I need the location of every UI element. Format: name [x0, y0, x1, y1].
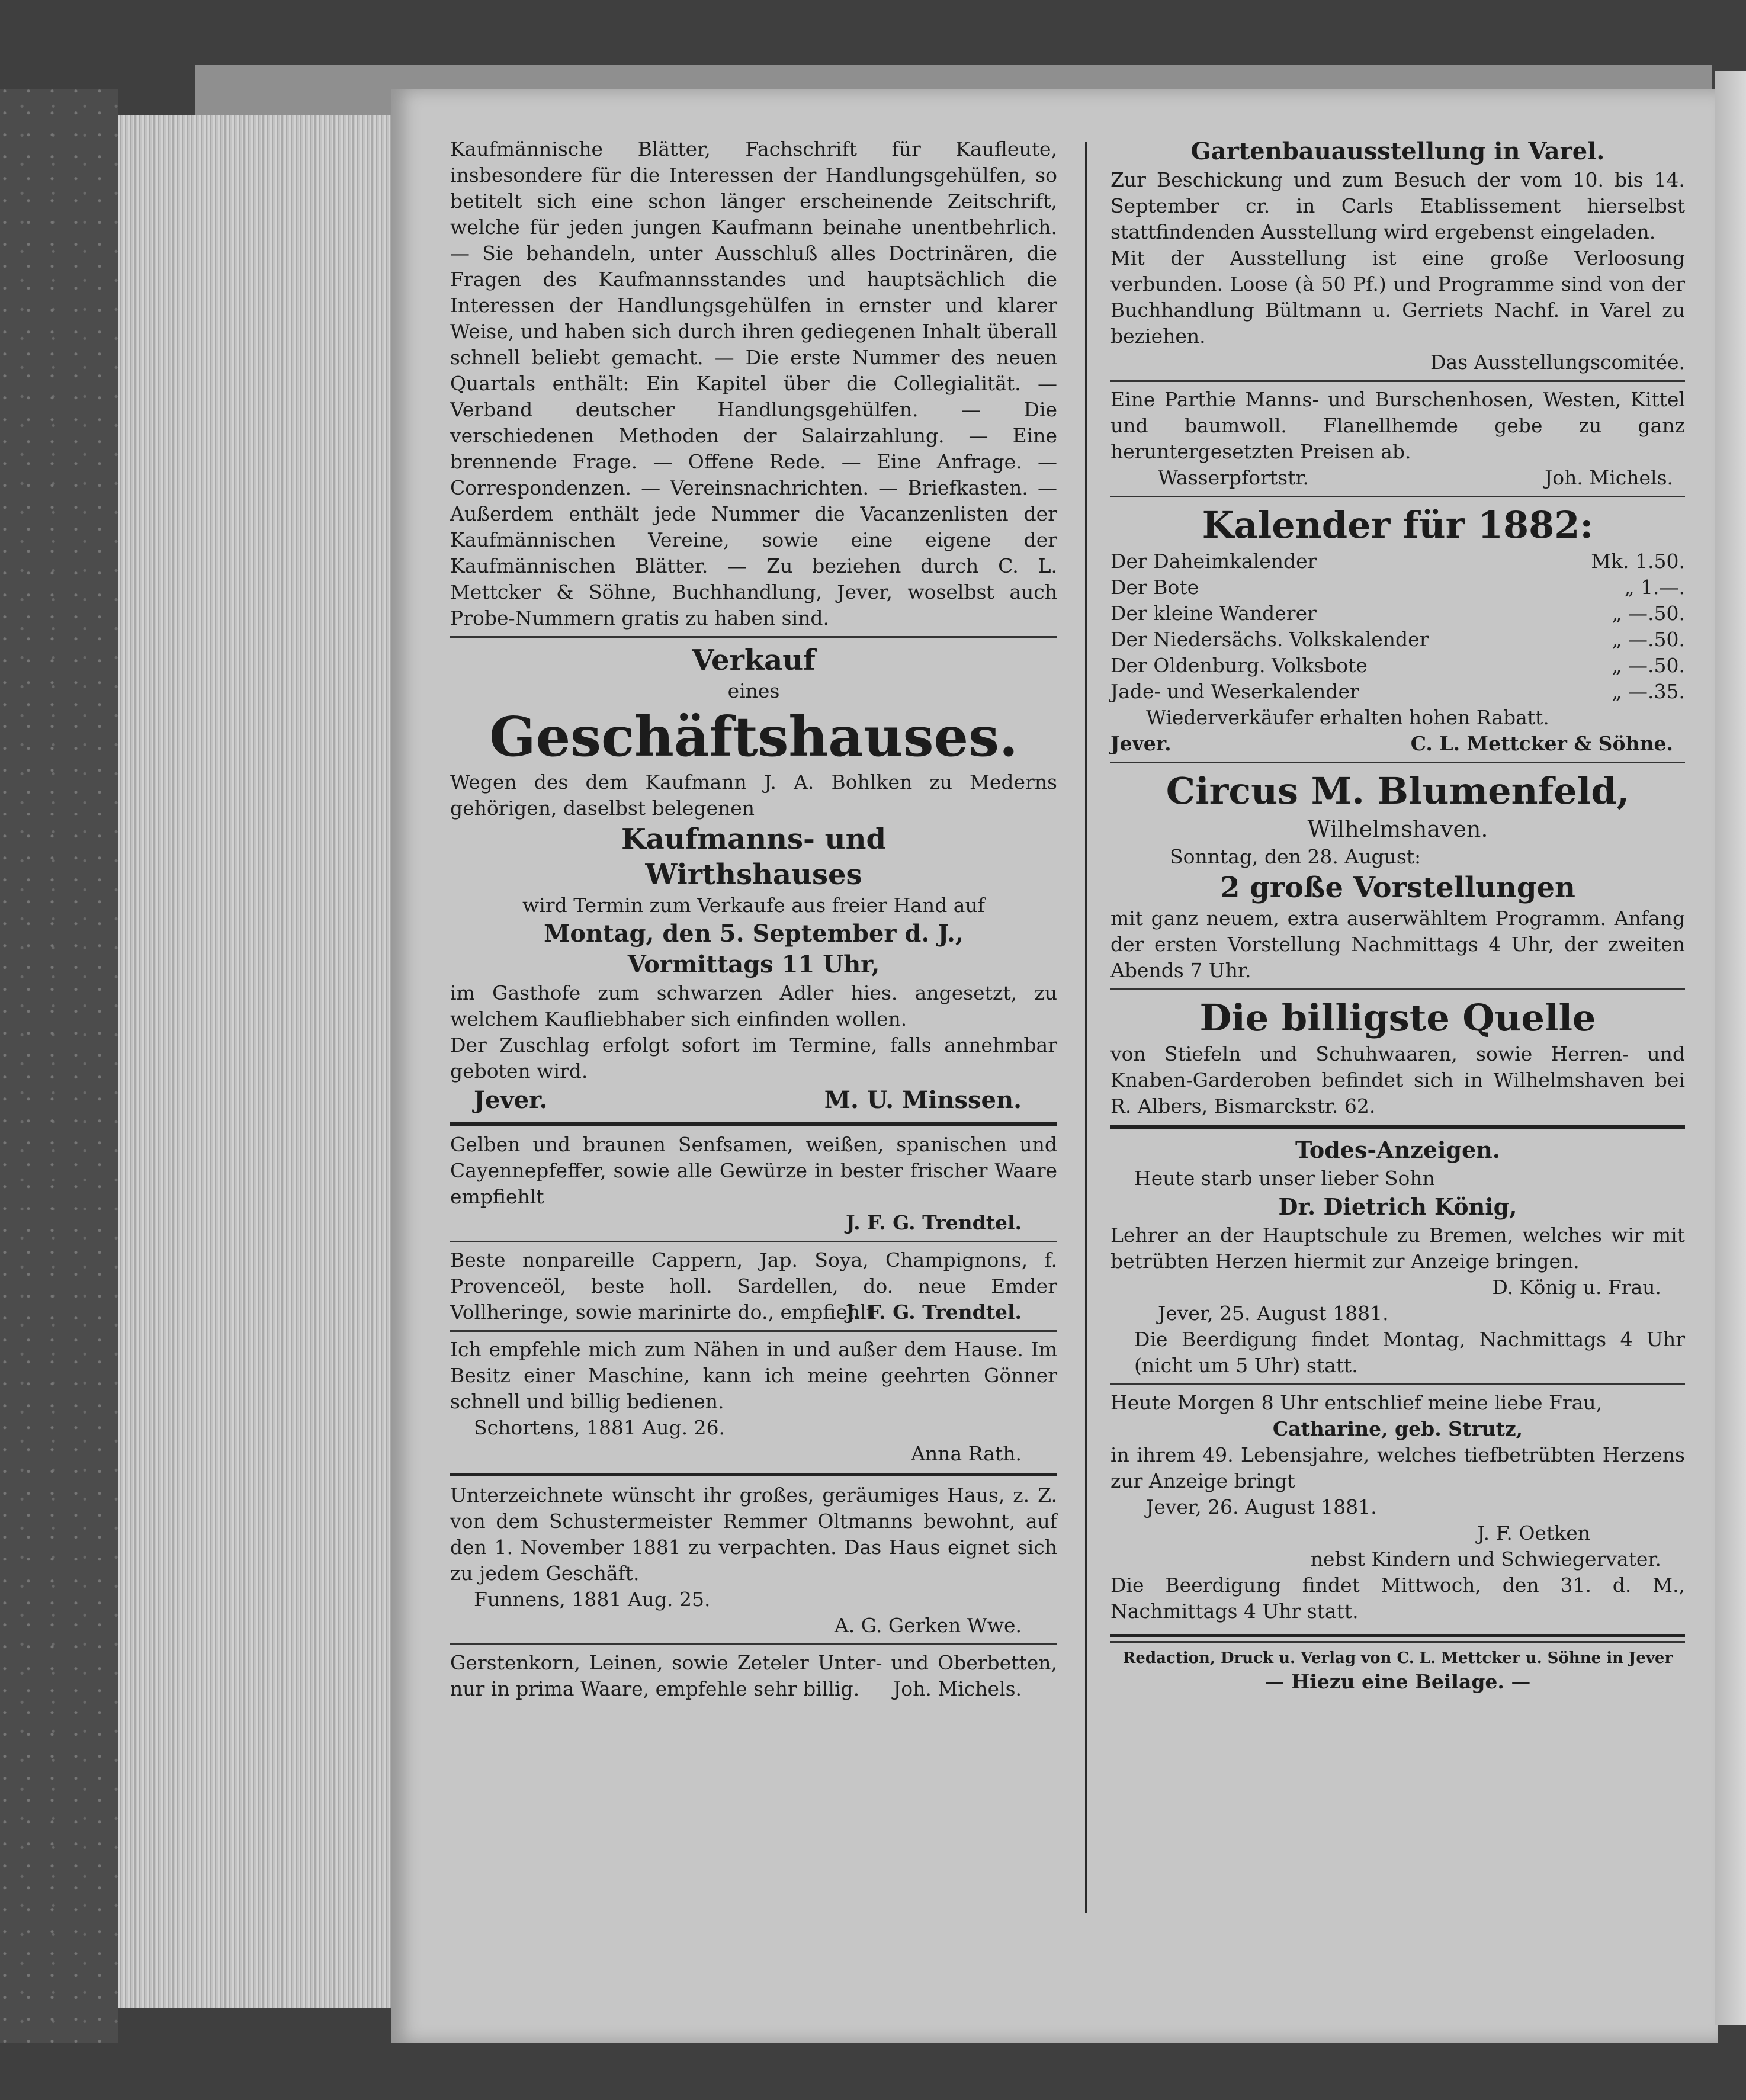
rule: [1110, 1634, 1685, 1637]
hosen-sign: Joh. Michels.: [1545, 466, 1673, 489]
garten-title: Gartenbauausstellung in Varel.: [1190, 137, 1605, 165]
hosen-signature-row: [1110, 465, 1685, 491]
gersten-ad-text: Gerstenkorn, Leinen, sowie Zeteler Unter- und Oberbetten, nur in prima Waare, empfehle sehr billig.: [450, 1651, 1057, 1700]
garten-sign: Das Ausstellungscomitée.: [1430, 351, 1685, 374]
todes1-text: Heute starb unser lieber Sohn: [1134, 1167, 1435, 1190]
hosen-place: Wasserpfortstr.: [1158, 466, 1309, 489]
kalender-item: [1110, 601, 1685, 627]
todes-title: Todes-Anzeigen.: [1295, 1136, 1501, 1163]
right-column: [1110, 136, 1685, 1695]
haus-ad-place: Funnens, 1881 Aug. 25.: [474, 1588, 711, 1611]
kalender-item-price: „ —.50.: [1612, 628, 1685, 651]
naehen-ad-text: Ich empfehle mich zum Nähen in und außer dem Hause. Im Besitz einer Maschine, kann ich meine geehrten Gönner schnell und billig bedienen.: [450, 1338, 1057, 1413]
verkauf-eines: eines: [727, 679, 780, 702]
todes1-name: Dr. Dietrich König,: [1278, 1193, 1517, 1220]
naehen-ad-place: Schortens, 1881 Aug. 26.: [474, 1416, 726, 1439]
todes2-sign: J. F. Oetken: [1477, 1521, 1590, 1545]
senf-ad-sign: J. F. G. Trendtel.: [846, 1211, 1022, 1234]
gersten-ad-sign: Joh. Michels.: [893, 1677, 1022, 1700]
verkauf-place: Jever.: [474, 1086, 548, 1114]
verkauf-signature-row: [450, 1084, 1057, 1116]
verkauf-text3: im Gasthofe zum schwarzen Adler hies. angesetzt, zu welchem Kaufliebhaber sich einfinden wollen.: [450, 981, 1057, 1030]
kalender-item: [1110, 548, 1685, 574]
kalender-item-price: Mk. 1.50.: [1591, 550, 1685, 573]
verkauf-text2: wird Termin zum Verkaufe aus freier Hand auf: [522, 894, 985, 917]
todes1-text2: Lehrer an der Hauptschule zu Bremen, welches wir mit betrübten Herzen hiermit zur Anzeige bringen.: [1110, 1224, 1685, 1273]
circus-date: Sonntag, den 28. August:: [1170, 845, 1421, 868]
kalender-item-name: Jade- und Weserkalender: [1110, 680, 1359, 703]
todes1-text3: Die Beerdigung findet Montag, Nachmittags 4 Uhr (nicht um 5 Uhr) statt.: [1134, 1328, 1685, 1377]
verkauf-headline: Geschäftshauses.: [489, 705, 1018, 769]
kalender-rabatt: Wiederverkäufer erhalten hohen Rabatt.: [1146, 706, 1549, 729]
kalender-item-price: „ 1.—.: [1624, 576, 1685, 599]
rule: [1110, 496, 1685, 497]
rule: [450, 1241, 1057, 1242]
todes1-sign: D. König u. Frau.: [1492, 1276, 1661, 1299]
kalender-item-name: Der Oldenburg. Volksbote: [1110, 654, 1368, 677]
rule: [1110, 1125, 1685, 1129]
haus-ad-sign: A. G. Gerken Wwe.: [834, 1614, 1022, 1637]
kalender-place: Jever.: [1110, 732, 1172, 755]
garten-text1: Zur Beschickung und zum Besuch der vom 10. bis 14. September cr. in Carls Etablissement hierselbst stattfindenden Ausstellung wird ergebenst eingeladen.: [1110, 168, 1685, 243]
kalender-item: [1110, 627, 1685, 653]
column-divider: [1085, 142, 1087, 1913]
kalender-item-name: Der kleine Wanderer: [1110, 602, 1317, 625]
book-cover-edge: [0, 89, 118, 2043]
kalender-item-name: Der Daheimkalender: [1110, 550, 1317, 573]
next-page-edge: [1715, 71, 1746, 2025]
hosen-text: Eine Parthie Manns- und Burschenhosen, Westen, Kittel und baumwoll. Flanellhemde gebe zu ganz heruntergesetzten Preisen ab.: [1110, 388, 1685, 463]
rule: [1110, 380, 1685, 382]
kaufm-blaetter-ad: Kaufmännische Blätter, Fachschrift für Kaufleute, insbesondere für die Interessen der Handlungsgehülfen, so betitelt sich eine schon länger erscheinende Zeitschrift, welche für jeden jungen Kaufmann beinahe unentbehrlich. — Sie behandeln, unter Ausschluß alles Doctrinären, die Fragen des Kaufmannsstandes und hauptsächlich die Interessen der Handlungsgehülfen in ernster und klarer Weise, und haben sich durch ihren gediegenen Inhalt überall schnell beliebt gemacht. — Die erste Nummer des neuen Quartals enthält: Ein Kapitel über die Collegialität. — Verband deutscher Handlungsgehülfen. — Die verschiedenen Methoden der Salairzahlung. — Eine brennende Frage. — Offene Rede. — Eine Anfrage. — Correspondenzen. — Vereinsnachrichten. — Briefkasten. — Außerdem enthält jede Nummer die Vacanzenlisten der Kaufmännischen Vereine, sowie eine eigene der Kaufmännischen Blätter. — Zu beziehen durch C. L. Mettcker & Söhne, Buchhandlung, Jever, woselbst auch Probe-Nummern gratis zu haben sind.: [450, 137, 1057, 630]
circus-text: mit ganz neuem, extra auserwähltem Programm. Anfang der ersten Vorstellung Nachmittags 4 Uhr, der zweiten Abends 7 Uhr.: [1110, 907, 1685, 982]
quelle-text: von Stiefeln und Schuhwaaren, sowie Herren- und Knaben-Garderoben befindet sich in Wilhelmshaven bei R. Albers, Bismarckstr. 62.: [1110, 1042, 1685, 1118]
circus-city: Wilhelmshaven.: [1307, 816, 1488, 842]
cappern-ad-text: Beste nonpareille Cappern, Jap. Soya, Champignons, f. Provenceöl, beste holl. Sardellen, do. neue Emder Vollheringe, sowie marinirte do., empfiehlt: [450, 1248, 1057, 1324]
kalender-sign: C. L. Mettcker & Söhne.: [1410, 732, 1673, 755]
kalender-item: [1110, 574, 1685, 601]
kalender-item-name: Der Niedersächs. Volkskalender: [1110, 628, 1429, 651]
kalender-signature-row: [1110, 731, 1685, 757]
verkauf-bold1: Kaufmanns- und: [621, 823, 887, 856]
verkauf-text1: Wegen des dem Kaufmann J. A. Bohlken zu Mederns gehörigen, daselbst belegenen: [450, 770, 1057, 820]
senf-ad-text: Gelben und braunen Senfsamen, weißen, spanischen und Cayennepfeffer, sowie alle Gewürze in bester frischer Waare empfiehlt: [450, 1133, 1057, 1208]
page-stack-edge: [118, 115, 426, 2008]
verkauf-text4: Der Zuschlag erfolgt sofort im Termine, falls annehmbar geboten wird.: [450, 1033, 1057, 1083]
todes1-place: Jever, 25. August 1881.: [1158, 1302, 1389, 1325]
todes2-place: Jever, 26. August 1881.: [1146, 1495, 1377, 1518]
todes2-text: Heute Morgen 8 Uhr entschlief meine liebe Frau,: [1110, 1391, 1603, 1414]
rule: [450, 636, 1057, 638]
verkauf-date: Montag, den 5. September d. J.,: [544, 920, 964, 948]
kalender-list: [1110, 548, 1685, 705]
kalender-item-price: „ —.50.: [1612, 654, 1685, 677]
quelle-title: Die billigste Quelle: [1199, 996, 1596, 1039]
verkauf-bold2: Wirthshauses: [645, 858, 862, 891]
circus-headline: 2 große Vorstellungen: [1220, 871, 1575, 904]
rule: [450, 1122, 1057, 1126]
verkauf-title: Verkauf: [692, 644, 816, 677]
cappern-ad-sign: J. F. G. Trendtel.: [846, 1301, 1022, 1324]
garten-text2: Mit der Ausstellung ist eine große Verloosung verbunden. Loose (à 50 Pf.) und Programme sind von der Buchhandlung Bültmann u. Gerriets Nachf. in Varel zu beziehen.: [1110, 246, 1685, 348]
rule: [450, 1330, 1057, 1332]
rule: [450, 1643, 1057, 1645]
beilage-note: — Hiezu eine Beilage. —: [1264, 1670, 1531, 1693]
circus-title: Circus M. Blumenfeld,: [1166, 769, 1630, 813]
kalender-item-price: „ —.35.: [1612, 680, 1685, 703]
todes2-text3: Die Beerdigung findet Mittwoch, den 31. d. M., Nachmittags 4 Uhr statt.: [1110, 1574, 1685, 1623]
kalender-title: Kalender für 1882:: [1202, 503, 1594, 547]
todes2-text2: in ihrem 49. Lebensjahre, welches tiefbetrübten Herzens zur Anzeige bringt: [1110, 1443, 1685, 1492]
rule: [1110, 988, 1685, 990]
rule: [1110, 762, 1685, 763]
todes2-sign2: nebst Kindern und Schwiegervater.: [1310, 1547, 1661, 1571]
left-column: [450, 136, 1057, 1702]
imprint: Redaction, Druck u. Verlag von C. L. Mettcker u. Söhne in Jever: [1122, 1649, 1673, 1667]
kalender-item: [1110, 653, 1685, 679]
verkauf-sign: M. U. Minssen.: [824, 1086, 1022, 1114]
kalender-item-name: Der Bote: [1110, 576, 1199, 599]
rule: [450, 1473, 1057, 1476]
rule: [1110, 1641, 1685, 1643]
verkauf-time: Vormittags 11 Uhr,: [627, 951, 880, 978]
haus-ad-text: Unterzeichnete wünscht ihr großes, geräumiges Haus, z. Z. von dem Schustermeister Remmer Oltmanns bewohnt, auf den 1. November 1881 zu verpachten. Das Haus eignet sich zu jedem Geschäft.: [450, 1484, 1057, 1585]
verkauf-ad: [450, 643, 1057, 1116]
rule: [1110, 1383, 1685, 1385]
todes2-name: Catharine, geb. Strutz,: [1272, 1417, 1523, 1440]
kalender-item: [1110, 679, 1685, 705]
naehen-ad-sign: Anna Rath.: [911, 1442, 1022, 1465]
kalender-item-price: „ —.50.: [1612, 602, 1685, 625]
